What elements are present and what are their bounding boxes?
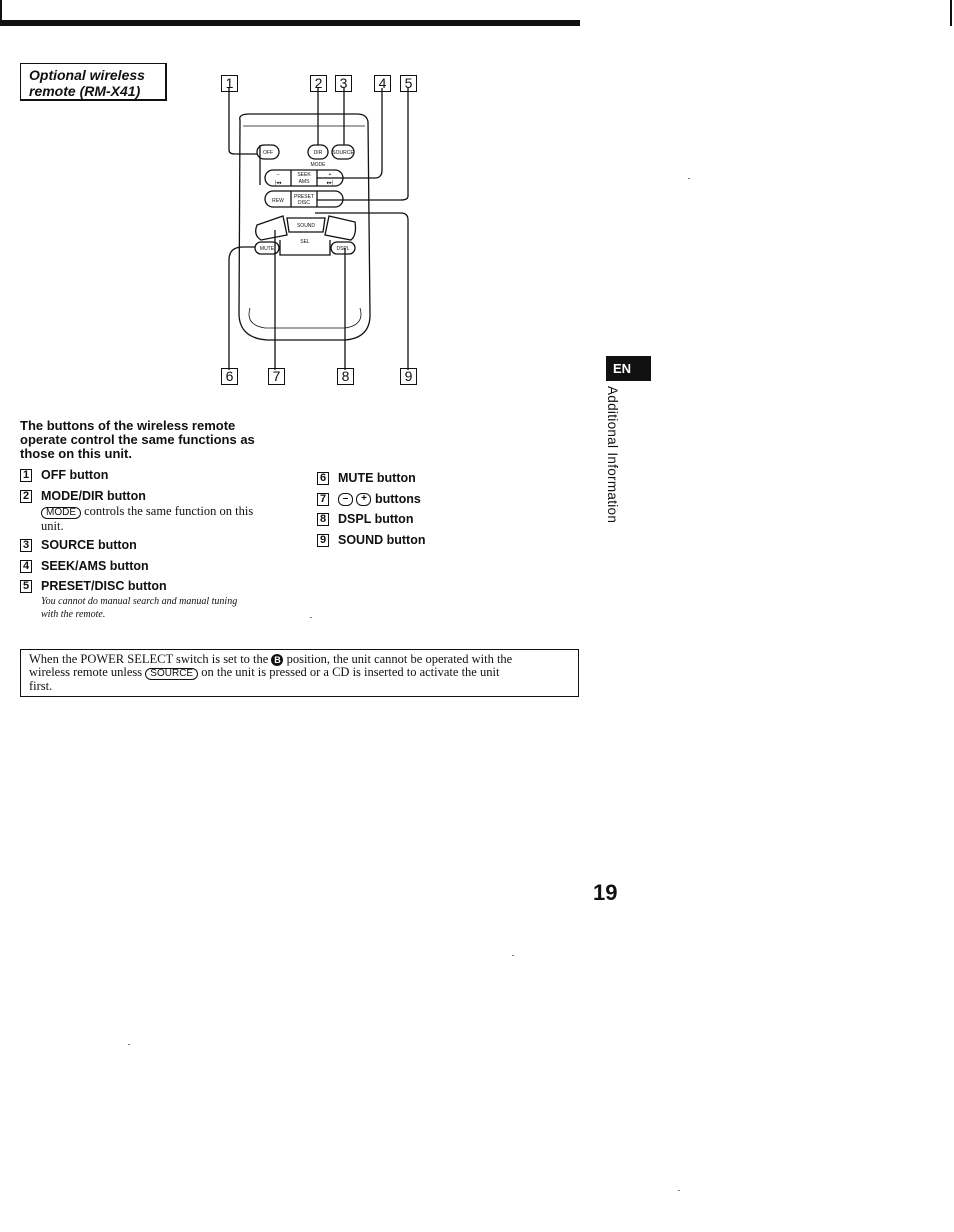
side-section-title-text: Additional Information bbox=[605, 386, 620, 524]
section-title-line2: remote (RM-X41) bbox=[29, 83, 141, 99]
minus-button-icon: – bbox=[338, 493, 353, 506]
scan-speck bbox=[128, 1044, 130, 1045]
remote-plus-label: + bbox=[328, 172, 332, 178]
page-number: 19 bbox=[593, 880, 618, 905]
item-label: DSPL button bbox=[338, 512, 414, 526]
figure-callout-7: 7 bbox=[268, 368, 285, 385]
section-title-line1: Optional wireless bbox=[29, 67, 145, 83]
remote-off-label: OFF bbox=[263, 150, 273, 156]
remote-sound-label: SOUND bbox=[296, 223, 316, 229]
remote-seek-label: SEEK bbox=[297, 172, 311, 178]
remote-dir-label: DIR bbox=[313, 150, 323, 156]
scan-speck bbox=[688, 178, 690, 179]
note-part4: on the unit is pressed or a CD is inserted to activate the unit bbox=[201, 665, 500, 680]
remote-source-label: SOURCE bbox=[332, 150, 354, 156]
item-number: 8 bbox=[317, 513, 329, 526]
section-title bbox=[20, 63, 167, 101]
item-number: 3 bbox=[20, 539, 32, 552]
preset-note-line2: with the remote. bbox=[41, 609, 106, 620]
side-section-title bbox=[598, 386, 628, 526]
mode-description bbox=[41, 504, 291, 533]
remote-dspl-label: DSPL bbox=[336, 246, 350, 252]
note-part5: first. bbox=[29, 679, 53, 694]
source-key-pill: SOURCE bbox=[145, 668, 198, 680]
remote-mute-label: MUTE bbox=[259, 246, 275, 252]
intro-text: The buttons of the wireless remote operate control the same functions as those on this unit. bbox=[20, 418, 255, 461]
remote-minus-label: – bbox=[276, 172, 280, 178]
note-part1: When the POWER SELECT switch is set to the bbox=[29, 652, 269, 666]
figure-callout-5: 5 bbox=[400, 75, 417, 92]
figure-callout-1: 1 bbox=[221, 75, 238, 92]
item-label: buttons bbox=[374, 492, 421, 506]
item-label: SOUND button bbox=[338, 533, 426, 547]
mode-key-pill: MODE bbox=[41, 507, 81, 519]
remote-next-label: ▸▸| bbox=[326, 180, 334, 186]
item-number: 7 bbox=[317, 493, 329, 506]
power-select-note bbox=[20, 649, 579, 697]
plus-button-icon: + bbox=[356, 493, 371, 506]
item-label: SOURCE button bbox=[41, 538, 137, 552]
crop-mark-right bbox=[950, 0, 952, 26]
remote-ams-label: AMS bbox=[298, 179, 310, 185]
remote-preset-label: PRESET bbox=[293, 194, 315, 200]
mode-desc-text-2: unit. bbox=[41, 519, 64, 533]
preset-note bbox=[41, 595, 237, 621]
scan-speck bbox=[678, 1190, 680, 1191]
remote-prev-label: |◂◂ bbox=[274, 180, 282, 186]
figure-callout-2: 2 bbox=[310, 75, 327, 92]
remote-control-figure bbox=[205, 70, 430, 390]
figure-callout-6: 6 bbox=[221, 368, 238, 385]
item-label: OFF button bbox=[41, 468, 109, 482]
scan-speck bbox=[310, 617, 312, 618]
figure-callout-4: 4 bbox=[374, 75, 391, 92]
item-number: 5 bbox=[20, 580, 32, 593]
item-label: MUTE button bbox=[338, 471, 416, 485]
mode-desc-text: controls the same function on this bbox=[84, 504, 254, 518]
remote-disc-label: DISC bbox=[298, 200, 310, 206]
item-number: 4 bbox=[20, 560, 32, 573]
item-label: PRESET/DISC button bbox=[41, 579, 167, 593]
figure-callout-9: 9 bbox=[400, 368, 417, 385]
remote-mode-label: MODE bbox=[310, 162, 326, 168]
remote-rew-label: REW bbox=[272, 198, 284, 204]
note-part3: wireless remote unless bbox=[29, 665, 143, 680]
item-number: 9 bbox=[317, 534, 329, 547]
figure-callout-8: 8 bbox=[337, 368, 354, 385]
position-b-icon: B bbox=[271, 654, 283, 666]
item-number: 6 bbox=[317, 472, 329, 485]
item-number: 1 bbox=[20, 469, 32, 482]
header-rule bbox=[0, 20, 580, 26]
language-tab: EN bbox=[606, 356, 651, 381]
item-label: MODE/DIR button bbox=[41, 489, 146, 503]
figure-callout-3: 3 bbox=[335, 75, 352, 92]
item-label-group bbox=[338, 492, 421, 506]
note-part2: position, the unit cannot be operated with the bbox=[286, 652, 513, 666]
item-label: SEEK/AMS button bbox=[41, 559, 149, 573]
scan-speck bbox=[512, 955, 514, 956]
preset-note-line1: You cannot do manual search and manual tuning bbox=[41, 596, 238, 607]
remote-sel-label: SEL bbox=[300, 239, 310, 245]
item-number: 2 bbox=[20, 490, 32, 503]
